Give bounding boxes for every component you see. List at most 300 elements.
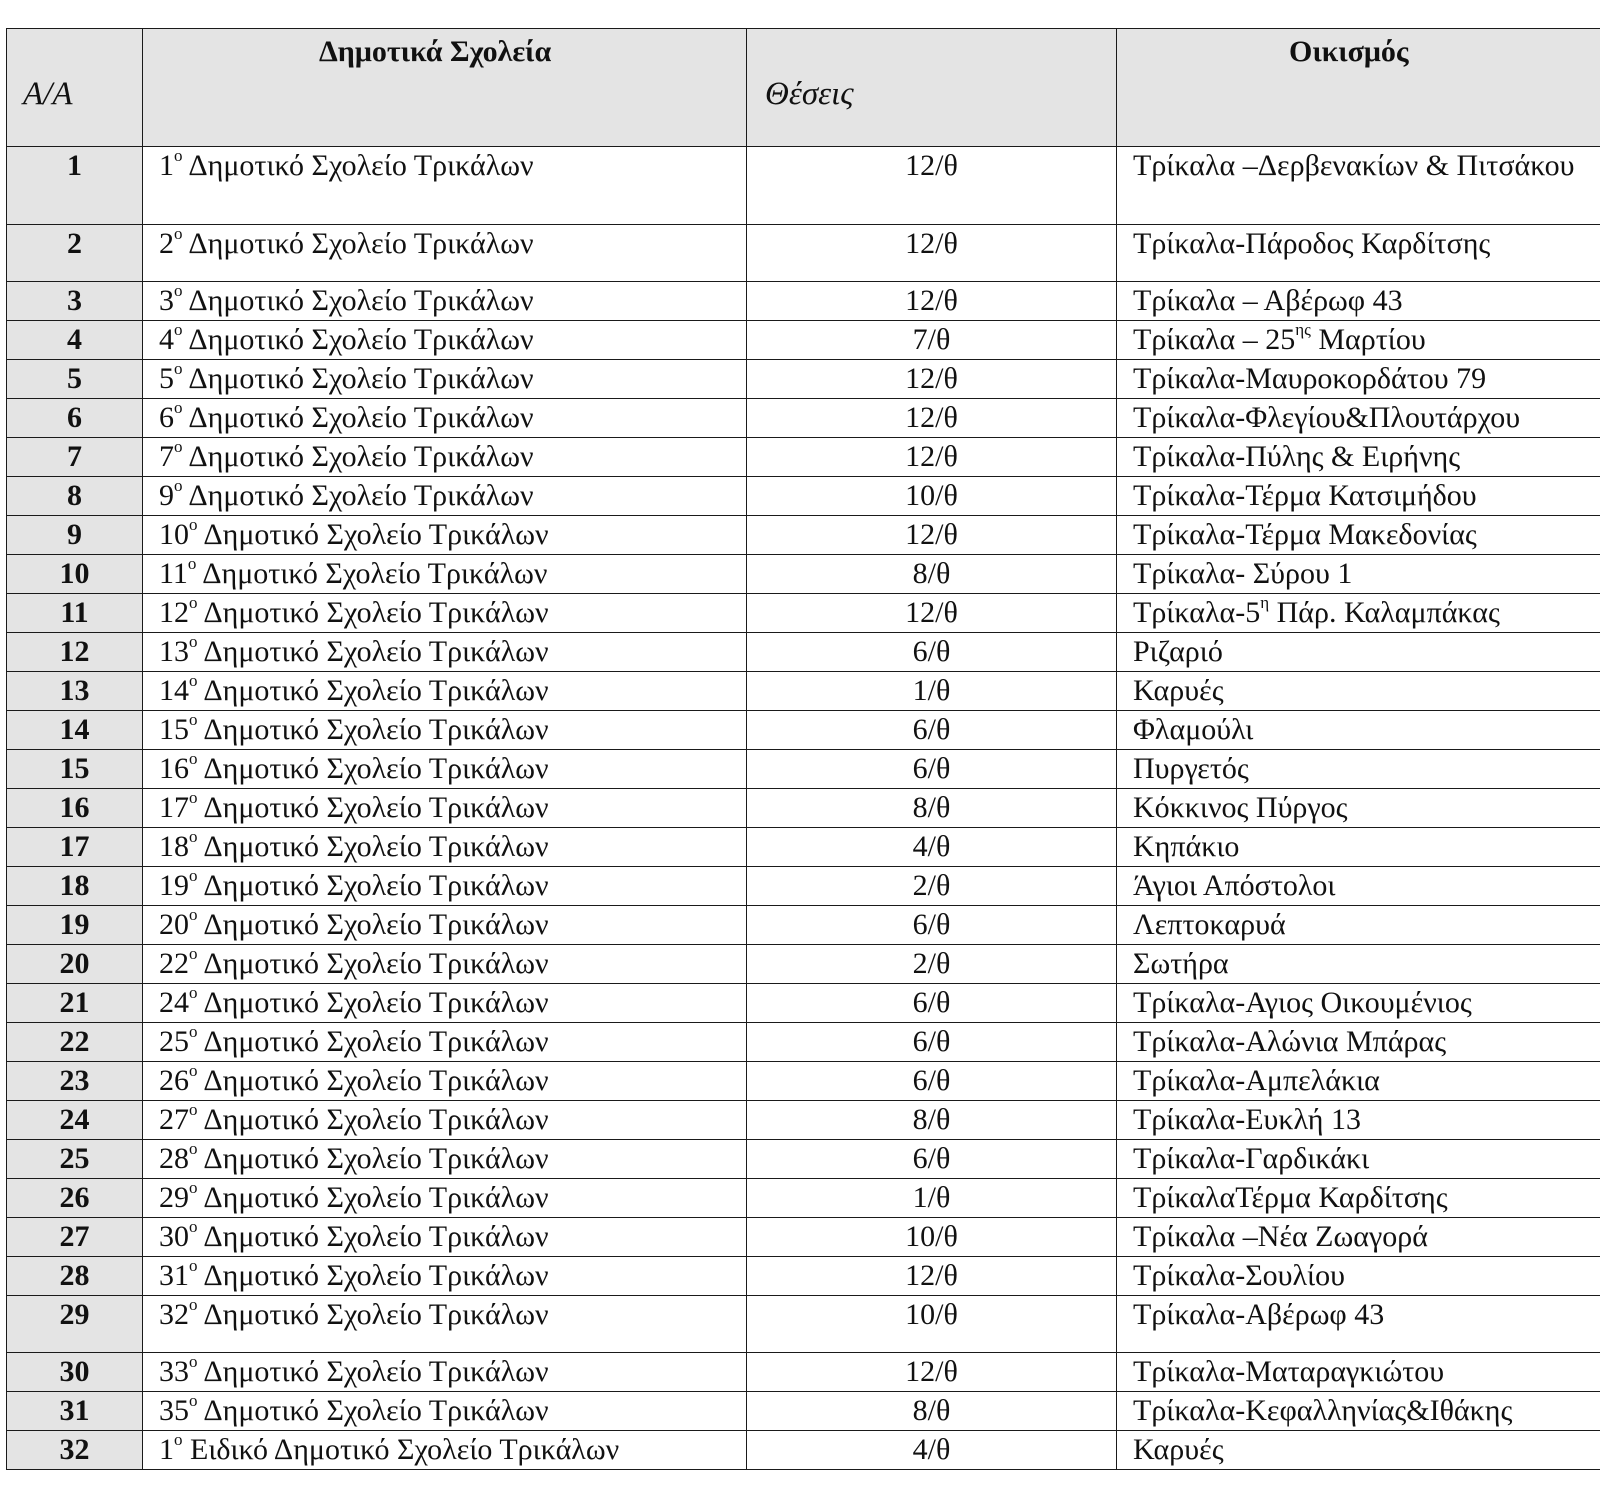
cell-positions [747, 282, 1117, 321]
school-name: Δημοτικό Σχολείο Τρικάλων [182, 227, 534, 260]
cell-aa [7, 945, 143, 984]
table-row [7, 321, 1600, 360]
positions-value: 12/θ [905, 401, 958, 434]
cell-positions [747, 984, 1117, 1023]
cell-location [1117, 1218, 1600, 1257]
location-text: Τρίκαλα-Αλώνια Μπάρας [1133, 1025, 1447, 1058]
school-name: Δημοτικό Σχολείο Τρικάλων [182, 401, 534, 434]
school-name: Δημοτικό Σχολείο Τρικάλων [197, 1103, 549, 1136]
cell-school [143, 477, 747, 516]
header-positions: Θέσεις [765, 76, 854, 112]
table-row [7, 438, 1600, 477]
positions-value: 12/θ [905, 440, 958, 473]
cell-positions [747, 633, 1117, 672]
cell-school [143, 147, 747, 225]
school-ordinal-number: 15 [159, 713, 189, 746]
header-cell-school [143, 29, 747, 147]
location-text: Τρίκαλα-Μαυροκορδάτου 79 [1133, 362, 1487, 395]
table-row [7, 1218, 1600, 1257]
table-row [7, 1179, 1600, 1218]
cell-location [1117, 945, 1600, 984]
positions-value: 7/θ [912, 323, 951, 356]
location-text: Τρίκαλα-Ευκλή 13 [1133, 1103, 1361, 1136]
cell-location [1117, 594, 1600, 633]
positions-value: 10/θ [905, 1220, 958, 1253]
cell-location [1117, 750, 1600, 789]
school-ordinal-number: 18 [159, 830, 189, 863]
table-row [7, 828, 1600, 867]
row-number: 20 [59, 947, 90, 980]
school-name: Δημοτικό Σχολείο Τρικάλων [197, 1142, 549, 1175]
cell-aa [7, 1257, 143, 1296]
positions-value: 1/θ [912, 674, 951, 707]
cell-location [1117, 633, 1600, 672]
school-ordinal-suffix: ο [189, 671, 198, 690]
cell-location [1117, 711, 1600, 750]
cell-positions [747, 906, 1117, 945]
school-name: Δημοτικό Σχολείο Τρικάλων [197, 947, 549, 980]
location-text: Ριζαριό [1133, 635, 1223, 668]
cell-location [1117, 906, 1600, 945]
cell-school [143, 555, 747, 594]
school-name: Δημοτικό Σχολείο Τρικάλων [197, 1064, 549, 1097]
cell-positions [747, 789, 1117, 828]
school-ordinal-suffix: ο [174, 320, 183, 339]
cell-positions [747, 1296, 1117, 1353]
row-number: 7 [67, 440, 82, 473]
school-ordinal-suffix: ο [189, 515, 198, 534]
location-text: Τρίκαλα –Δερβενακίων & Πιτσάκου [1133, 149, 1575, 182]
cell-positions [747, 1101, 1117, 1140]
cell-positions [747, 438, 1117, 477]
cell-aa [7, 789, 143, 828]
cell-school [143, 282, 747, 321]
school-ordinal-suffix: ο [189, 944, 198, 963]
cell-aa [7, 438, 143, 477]
school-name: Δημοτικό Σχολείο Τρικάλων [197, 1220, 549, 1253]
cell-location [1117, 282, 1600, 321]
cell-positions [747, 828, 1117, 867]
row-number: 28 [59, 1259, 90, 1292]
school-name: Δημοτικό Σχολείο Τρικάλων [197, 1181, 549, 1214]
positions-value: 8/θ [912, 1394, 951, 1427]
table-row [7, 1062, 1600, 1101]
table-row [7, 516, 1600, 555]
table-row [7, 711, 1600, 750]
location-text-rest: Πάρ. Καλαμπάκας [1269, 596, 1500, 629]
cell-positions [747, 711, 1117, 750]
header-aa: Α/Α [23, 76, 73, 112]
cell-aa [7, 1392, 143, 1431]
positions-value: 10/θ [905, 479, 958, 512]
school-ordinal-number: 7 [159, 440, 174, 473]
cell-location [1117, 147, 1600, 225]
row-number: 12 [59, 635, 90, 668]
row-number: 8 [67, 479, 82, 512]
school-name: Δημοτικό Σχολείο Τρικάλων [182, 323, 534, 356]
cell-aa [7, 477, 143, 516]
cell-school [143, 906, 747, 945]
header-row [7, 29, 1600, 147]
cell-positions [747, 1179, 1117, 1218]
location-text: Τρίκαλα-Τέρμα Κατσιμήδου [1133, 479, 1477, 512]
school-ordinal-number: 13 [159, 635, 189, 668]
school-ordinal-suffix: ο [189, 1256, 198, 1275]
positions-value: 12/θ [905, 362, 958, 395]
school-ordinal-number: 28 [159, 1142, 189, 1175]
school-ordinal-number: 20 [159, 908, 189, 941]
location-text: Φλαμούλι [1133, 713, 1254, 746]
positions-value: 10/θ [905, 1298, 958, 1331]
cell-location [1117, 555, 1600, 594]
location-text: Πυργετός [1133, 752, 1249, 785]
table-row [7, 360, 1600, 399]
row-number: 9 [67, 518, 82, 551]
school-ordinal-number: 11 [159, 557, 188, 590]
school-ordinal-suffix: ο [174, 476, 183, 495]
cell-school [143, 1257, 747, 1296]
location-text: Σωτήρα [1133, 947, 1229, 980]
school-ordinal-suffix: ο [189, 788, 198, 807]
location-text: Τρίκαλα-Αμπελάκια [1133, 1064, 1380, 1097]
location-text: Τρίκαλα –Νέα Ζωαγορά [1133, 1220, 1428, 1253]
cell-school [143, 750, 747, 789]
cell-positions [747, 750, 1117, 789]
school-name: Δημοτικό Σχολείο Τρικάλων [197, 1025, 549, 1058]
cell-location [1117, 828, 1600, 867]
positions-value: 12/θ [905, 284, 958, 317]
school-ordinal-number: 2 [159, 227, 174, 260]
school-ordinal-suffix: ο [189, 632, 198, 651]
table-row [7, 789, 1600, 828]
cell-positions [747, 1257, 1117, 1296]
table-row [7, 945, 1600, 984]
school-ordinal-number: 35 [159, 1394, 189, 1427]
cell-aa [7, 633, 143, 672]
table-row [7, 594, 1600, 633]
cell-positions [747, 1353, 1117, 1392]
table-row [7, 1353, 1600, 1392]
row-number: 1 [67, 149, 82, 182]
school-ordinal-suffix: ο [174, 224, 183, 243]
cell-positions [747, 516, 1117, 555]
row-number: 16 [59, 791, 90, 824]
table-row [7, 477, 1600, 516]
school-ordinal-number: 9 [159, 479, 174, 512]
school-ordinal-number: 24 [159, 986, 189, 1019]
location-text: Καρυές [1133, 674, 1224, 707]
cell-aa [7, 360, 143, 399]
cell-school [143, 1062, 747, 1101]
location-text: Τρίκαλα-Φλεγίου&Πλουτάρχου [1133, 401, 1521, 434]
cell-positions [747, 1023, 1117, 1062]
school-ordinal-suffix: ο [174, 1430, 183, 1449]
location-text: Καρυές [1133, 1433, 1224, 1466]
cell-school [143, 711, 747, 750]
header-school: Δημοτικά Σχολεία [319, 35, 552, 68]
cell-location [1117, 1140, 1600, 1179]
positions-value: 1/θ [912, 1181, 951, 1214]
school-ordinal-suffix: ο [189, 827, 198, 846]
cell-location [1117, 1179, 1600, 1218]
location-text: Τρίκαλα-Αβέρωφ 43 [1133, 1298, 1385, 1331]
table-row [7, 750, 1600, 789]
cell-aa [7, 399, 143, 438]
positions-value: 6/θ [912, 986, 951, 1019]
school-ordinal-number: 6 [159, 401, 174, 434]
cell-positions [747, 477, 1117, 516]
location-text: Τρίκαλα-Σουλίου [1133, 1259, 1345, 1292]
row-number: 2 [67, 227, 82, 260]
location-text: Λεπτοκαρυά [1133, 908, 1286, 941]
school-ordinal-suffix: ο [189, 1139, 198, 1158]
table-row [7, 1296, 1600, 1353]
header-cell-location [1117, 29, 1600, 147]
cell-positions [747, 594, 1117, 633]
cell-aa [7, 516, 143, 555]
cell-aa [7, 1179, 143, 1218]
cell-positions [747, 1431, 1117, 1470]
row-number: 21 [59, 986, 90, 1019]
table-row [7, 1023, 1600, 1062]
table-row [7, 984, 1600, 1023]
school-ordinal-suffix: ο [189, 710, 198, 729]
cell-positions [747, 1392, 1117, 1431]
cell-location [1117, 516, 1600, 555]
school-ordinal-suffix: ο [174, 359, 183, 378]
location-text: Κόκκινος Πύργος [1133, 791, 1348, 824]
cell-school [143, 1392, 747, 1431]
school-ordinal-suffix: ο [189, 1100, 198, 1119]
school-ordinal-number: 31 [159, 1259, 189, 1292]
school-ordinal-suffix: ο [189, 749, 198, 768]
school-ordinal-number: 26 [159, 1064, 189, 1097]
cell-positions [747, 555, 1117, 594]
table-row [7, 399, 1600, 438]
cell-aa [7, 672, 143, 711]
cell-school [143, 633, 747, 672]
table-row [7, 906, 1600, 945]
cell-aa [7, 282, 143, 321]
cell-school [143, 984, 747, 1023]
cell-school [143, 867, 747, 906]
positions-value: 6/θ [912, 713, 951, 746]
row-number: 22 [59, 1025, 90, 1058]
cell-aa [7, 1140, 143, 1179]
school-name: Δημοτικό Σχολείο Τρικάλων [182, 362, 534, 395]
location-text: Τρίκαλα-Κεφαλληνίας&Ιθάκης [1133, 1394, 1513, 1427]
school-name: Δημοτικό Σχολείο Τρικάλων [197, 1298, 549, 1331]
location-text: Τρίκαλα-Αγιος Οικουμένιος [1133, 986, 1472, 1019]
school-name: Δημοτικό Σχολείο Τρικάλων [197, 1394, 549, 1427]
school-ordinal-number: 14 [159, 674, 189, 707]
table-row [7, 633, 1600, 672]
cell-school [143, 672, 747, 711]
cell-location [1117, 984, 1600, 1023]
school-ordinal-suffix: ο [189, 593, 198, 612]
cell-positions [747, 1218, 1117, 1257]
cell-school [143, 1140, 747, 1179]
school-ordinal-suffix: ο [189, 1178, 198, 1197]
school-ordinal-suffix: ο [189, 1061, 198, 1080]
cell-aa [7, 555, 143, 594]
positions-value: 12/θ [905, 227, 958, 260]
school-ordinal-suffix: ο [189, 866, 198, 885]
cell-school [143, 321, 747, 360]
table-header [7, 29, 1600, 147]
cell-aa [7, 867, 143, 906]
school-ordinal-number: 19 [159, 869, 189, 902]
cell-positions [747, 1140, 1117, 1179]
cell-location [1117, 1296, 1600, 1353]
cell-school [143, 438, 747, 477]
school-ordinal-number: 12 [159, 596, 189, 629]
school-ordinal-number: 5 [159, 362, 174, 395]
cell-school [143, 1179, 747, 1218]
cell-positions [747, 225, 1117, 282]
location-text: Τρίκαλα-Πάροδος Καρδίτσης [1133, 227, 1491, 260]
school-name: Δημοτικό Σχολείο Τρικάλων [197, 791, 549, 824]
school-ordinal-suffix: ο [174, 437, 183, 456]
school-ordinal-suffix: ο [174, 146, 183, 165]
cell-location [1117, 1101, 1600, 1140]
cell-positions [747, 321, 1117, 360]
positions-value: 2/θ [912, 947, 951, 980]
location-text: Κηπάκιο [1133, 830, 1240, 863]
school-ordinal-number: 22 [159, 947, 189, 980]
cell-positions [747, 945, 1117, 984]
table-row [7, 1392, 1600, 1431]
school-ordinal-suffix: ο [189, 1295, 198, 1314]
row-number: 25 [59, 1142, 90, 1175]
cell-aa [7, 1431, 143, 1470]
cell-aa [7, 594, 143, 633]
school-ordinal-suffix: ο [189, 1022, 198, 1041]
school-ordinal-suffix: ο [189, 1217, 198, 1236]
cell-aa [7, 1062, 143, 1101]
positions-value: 6/θ [912, 1025, 951, 1058]
schools-table-wrapper [6, 28, 1600, 1470]
school-ordinal-number: 10 [159, 518, 189, 551]
row-number: 14 [59, 713, 90, 746]
cell-school [143, 225, 747, 282]
positions-value: 6/θ [912, 635, 951, 668]
cell-aa [7, 984, 143, 1023]
positions-value: 12/θ [905, 149, 958, 182]
row-number: 27 [59, 1220, 90, 1253]
cell-location [1117, 789, 1600, 828]
location-text: Τρίκαλα-Γαρδικάκι [1133, 1142, 1370, 1175]
cell-aa [7, 321, 143, 360]
cell-aa [7, 1296, 143, 1353]
cell-location [1117, 438, 1600, 477]
cell-location [1117, 867, 1600, 906]
school-name: Δημοτικό Σχολείο Τρικάλων [197, 1355, 549, 1388]
table-body [7, 147, 1600, 1470]
cell-location [1117, 321, 1600, 360]
cell-aa [7, 906, 143, 945]
row-number: 32 [59, 1433, 90, 1466]
cell-positions [747, 1062, 1117, 1101]
school-ordinal-number: 27 [159, 1103, 189, 1136]
positions-value: 6/θ [912, 908, 951, 941]
location-text: ΤρίκαλαΤέρμα Καρδίτσης [1133, 1181, 1448, 1214]
school-ordinal-suffix: ο [174, 398, 183, 417]
school-ordinal-suffix: ο [189, 1352, 198, 1371]
school-ordinal-number: 3 [159, 284, 174, 317]
school-ordinal-number: 1 [159, 1433, 174, 1466]
school-name: Δημοτικό Σχολείο Τρικάλων [182, 440, 534, 473]
table-row [7, 147, 1600, 225]
row-number: 17 [59, 830, 90, 863]
school-ordinal-number: 33 [159, 1355, 189, 1388]
school-ordinal-suffix: ο [189, 983, 198, 1002]
row-number: 23 [59, 1064, 90, 1097]
location-text: Τρίκαλα-Τέρμα Μακεδονίας [1133, 518, 1477, 551]
school-name: Δημοτικό Σχολείο Τρικάλων [197, 674, 549, 707]
school-name: Δημοτικό Σχολείο Τρικάλων [197, 1259, 549, 1292]
table-row [7, 1257, 1600, 1296]
positions-value: 6/θ [912, 1064, 951, 1097]
table-row [7, 555, 1600, 594]
cell-aa [7, 1218, 143, 1257]
cell-location [1117, 360, 1600, 399]
cell-aa [7, 711, 143, 750]
row-number: 5 [67, 362, 82, 395]
location-text-rest: Μαρτίου [1310, 323, 1426, 356]
school-ordinal-number: 30 [159, 1220, 189, 1253]
cell-school [143, 516, 747, 555]
school-ordinal-number: 1 [159, 149, 174, 182]
cell-positions [747, 147, 1117, 225]
location-text: Τρίκαλα- Σύρου 1 [1133, 557, 1353, 590]
school-name: Δημοτικό Σχολείο Τρικάλων [182, 149, 534, 182]
location-text: Τρίκαλα-Πύλης & Ειρήνης [1133, 440, 1461, 473]
positions-value: 12/θ [905, 596, 958, 629]
cell-positions [747, 399, 1117, 438]
school-ordinal-suffix: ο [189, 905, 198, 924]
cell-location [1117, 1062, 1600, 1101]
school-ordinal-suffix: ο [187, 554, 197, 573]
school-name: Δημοτικό Σχολείο Τρικάλων [196, 557, 548, 590]
location-text: Τρίκαλα – 25 [1133, 323, 1296, 356]
row-number: 4 [67, 323, 82, 356]
table-row [7, 672, 1600, 711]
cell-school [143, 594, 747, 633]
header-cell-positions [747, 29, 1117, 147]
cell-location [1117, 399, 1600, 438]
positions-value: 12/θ [905, 1355, 958, 1388]
cell-location [1117, 1353, 1600, 1392]
school-ordinal-number: 29 [159, 1181, 189, 1214]
location-text: Τρίκαλα – Αβέρωφ 43 [1133, 284, 1403, 317]
school-name: Ειδικό Δημοτικό Σχολείο Τρικάλων [182, 1433, 620, 1466]
cell-aa [7, 225, 143, 282]
location-suffix: η [1260, 593, 1270, 612]
cell-school [143, 1218, 747, 1257]
school-name: Δημοτικό Σχολείο Τρικάλων [197, 830, 549, 863]
cell-school [143, 1296, 747, 1353]
row-number: 6 [67, 401, 82, 434]
school-name: Δημοτικό Σχολείο Τρικάλων [197, 596, 549, 629]
location-text: Άγιοι Απόστολοι [1133, 869, 1336, 902]
school-name: Δημοτικό Σχολείο Τρικάλων [197, 908, 549, 941]
cell-aa [7, 1101, 143, 1140]
row-number: 19 [59, 908, 90, 941]
positions-value: 6/θ [912, 752, 951, 785]
positions-value: 4/θ [912, 1433, 951, 1466]
header-cell-aa [7, 29, 143, 147]
